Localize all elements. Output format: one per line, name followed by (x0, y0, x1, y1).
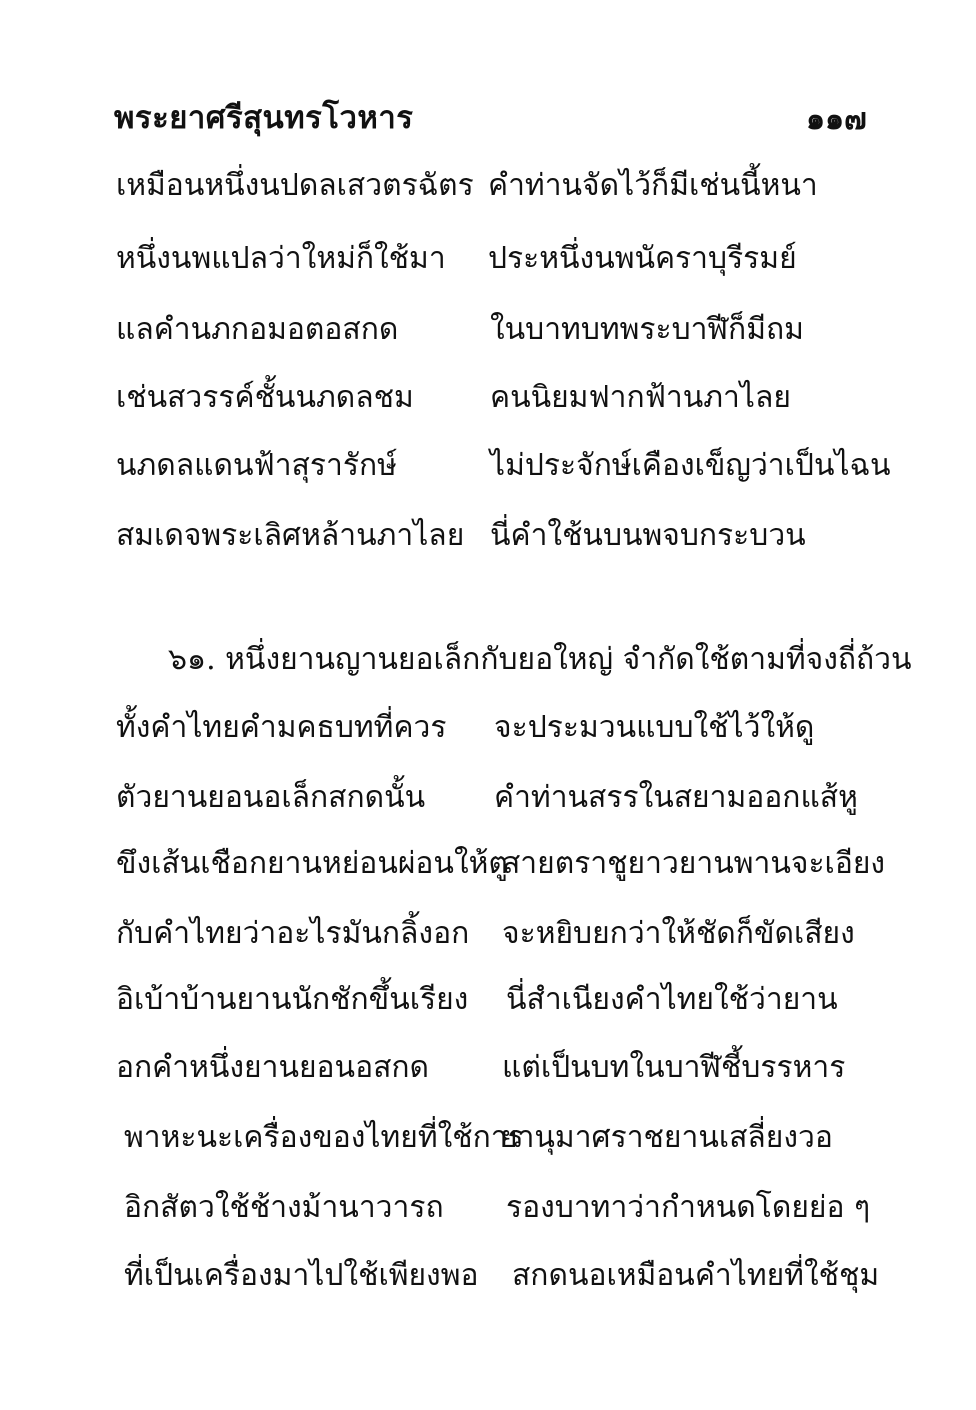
verse-right: ประหนึ่งนพนัคราบุรีรมย์ (488, 241, 797, 276)
verse-right: ในบาทบทพระบาฬีก็มีถม (490, 312, 804, 347)
verse-line (0, 442, 976, 490)
verse-right: นี่สำเนียงคำไทยใช้ว่ายาน (506, 982, 838, 1017)
verse-line (0, 306, 976, 354)
verse-right: สายตราชูยาวยานพานจะเอียง (502, 846, 886, 881)
verse-right: จะหยิบยกว่าให้ชัดก็ขัดเสียง (502, 916, 855, 951)
verse-left: ตัวยานยอนอเล็กสกดนั้น (116, 780, 426, 815)
verse-left: หนึ่งนพแปลว่าใหม่ก็ใช้มา (116, 241, 446, 276)
verse-left: ขึงเส้นเชือกยานหย่อนผ่อนให้ตู (116, 846, 508, 881)
verse-left: อกคำหนึ่งยานยอนอสกด (116, 1050, 430, 1085)
verse-left: แลคำนภกอมอตอสกด (116, 312, 399, 347)
verse-left: พาหะนะเครื่องของไทยที่ใช้การ (124, 1120, 524, 1155)
verse-left: นภดลแดนฟ้าสุรารักษ์ (116, 448, 397, 483)
verse-right: ยานุมาศราชยานเสลี่ยงวอ (500, 1120, 833, 1155)
verse-line (0, 1114, 976, 1162)
section-heading: ๖๑. หนึ่งยานญานยอเล็กกับยอใหญ่ จำกัดใช้ตามที่จงถี่ถ้วน (168, 642, 912, 677)
verse-left: เหมือนหนึ่งนปดลเสวตรฉัตร (116, 168, 474, 203)
verse-right: คำท่านสรรในสยามออกแส้หู (494, 780, 858, 815)
verse-line (0, 1184, 976, 1232)
verse-left: สมเดจพระเลิศหล้านภาไลย (116, 518, 465, 553)
verse-line (0, 976, 976, 1024)
verse-line (0, 1044, 976, 1092)
verse-line (0, 1252, 976, 1300)
verse-right: คนนิยมฟากฟ้านภาไลย (490, 380, 791, 415)
verse-right: คำท่านจัดไว้ก็มีเช่นนี้หนา (488, 168, 818, 203)
verse-left: ที่เป็นเครื่องมาไปใช้เพียงพอ (124, 1258, 479, 1293)
verse-left: ทั้งคำไทยคำมคธบทที่ควร (116, 710, 447, 745)
verse-line (0, 840, 976, 888)
verse-right: ไม่ประจักษ์เคืองเข็ญว่าเป็นไฉน (490, 448, 891, 483)
verse-right: จะประมวนแบบใช้ไว้ให้ดู (494, 710, 815, 745)
verse-right: แต่เป็นบทในบาฬีชี้บรรหาร (502, 1050, 846, 1085)
verse-right: รองบาทาว่ากำหนดโดยย่อ ๆ (506, 1190, 871, 1225)
verse-line (0, 162, 976, 210)
running-title: พระยาศรีสุนทรโวหาร (114, 100, 414, 136)
verse-line (0, 235, 976, 283)
verse-left: กับคำไทยว่าอะไรมันกลิ้งอก (116, 916, 470, 951)
verse-left: อิกสัตวใช้ช้างม้านาวารถ (124, 1190, 444, 1225)
verse-left: เช่นสวรรค์ชั้นนภดลชม (116, 380, 414, 415)
page-number: ๑๑๗ (806, 102, 867, 137)
verse-line (0, 774, 976, 822)
verse-line (0, 374, 976, 422)
verse-line (0, 704, 976, 752)
verse-right: สกดนอเหมือนคำไทยที่ใช้ชุม (512, 1258, 880, 1293)
verse-right: นี่คำใช้นบนพจบกระบวน (490, 518, 806, 553)
verse-left: อิเบ้าบ้านยานนักชักขึ้นเรียง (116, 982, 469, 1017)
verse-line (0, 512, 976, 560)
verse-line (0, 910, 976, 958)
